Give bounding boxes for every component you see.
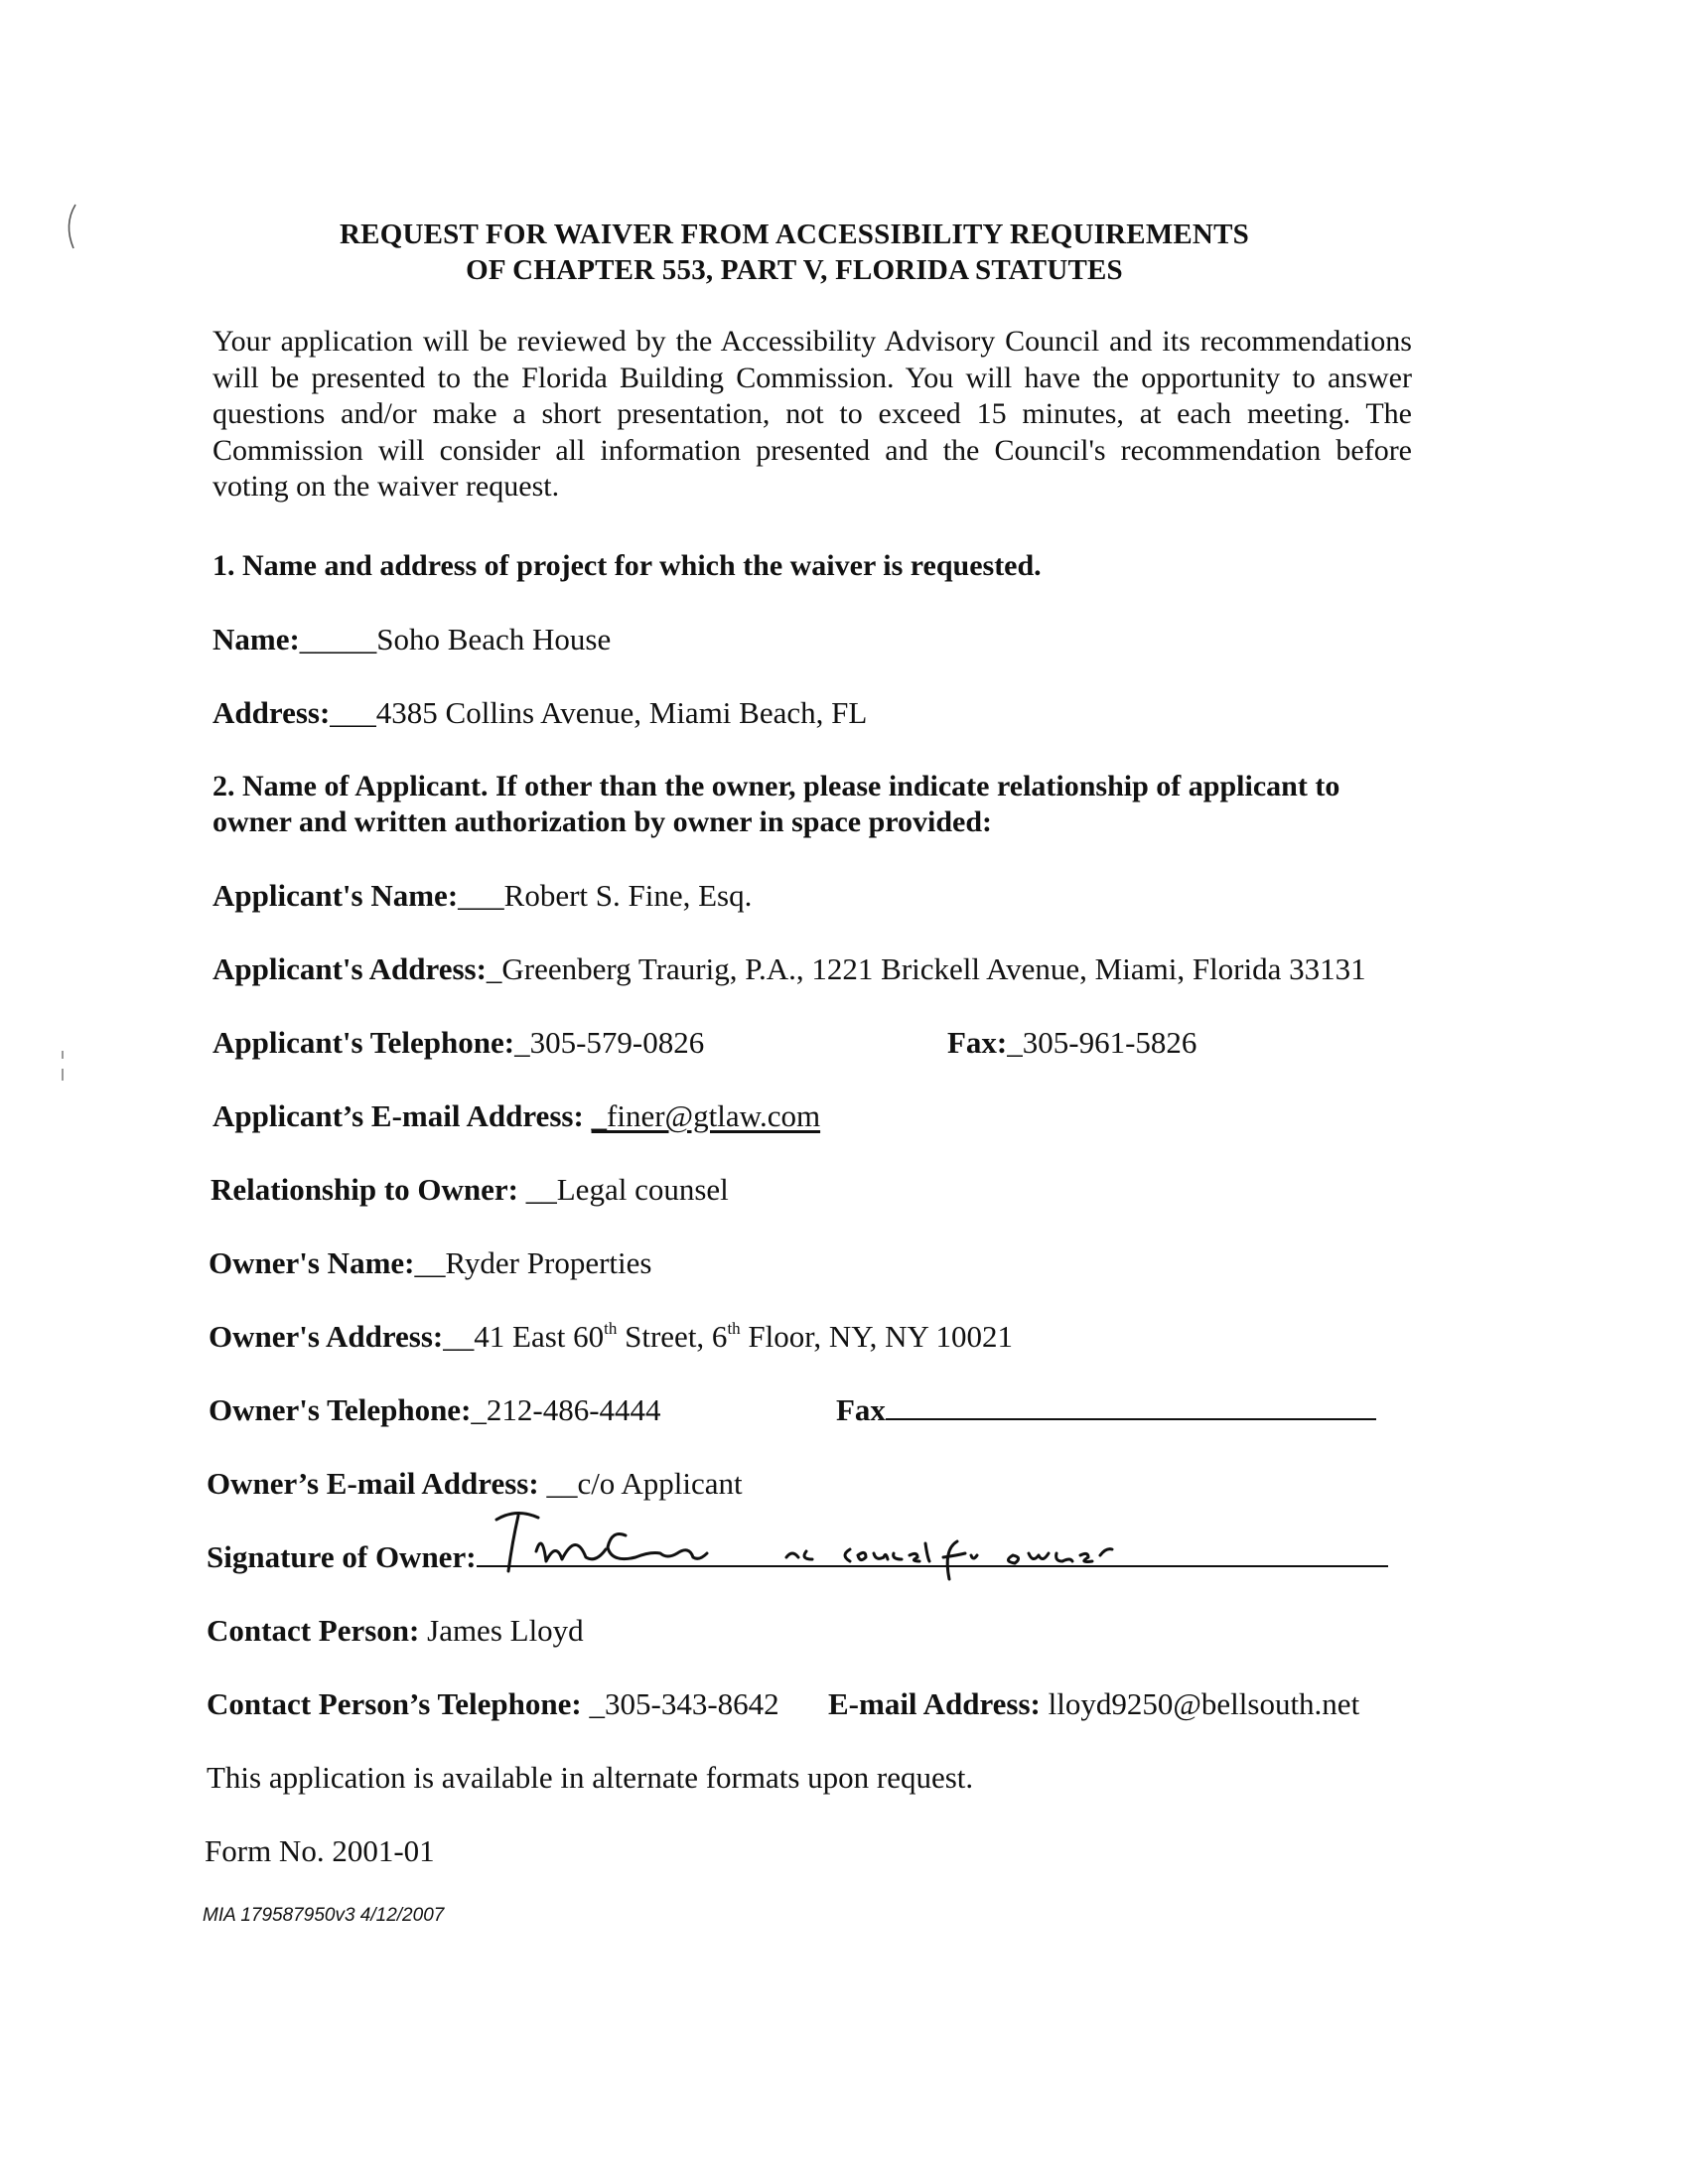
field-label: Applicant’s E-mail Address: — [212, 1098, 584, 1133]
field-value: ___Robert S. Fine, Esq. — [458, 878, 753, 913]
field-label: Fax — [836, 1392, 886, 1427]
field-value: Street, 6 — [617, 1319, 728, 1354]
field-value: James Lloyd — [427, 1613, 584, 1648]
owner-email-field — [207, 1466, 743, 1502]
project-address-field — [212, 695, 867, 731]
field-label: E-mail Address: — [828, 1686, 1041, 1721]
field-label: Applicant's Address: — [212, 951, 487, 986]
email-link[interactable]: _finer@gtlaw.com — [591, 1098, 821, 1133]
field-label: Contact Person’s Telephone: — [207, 1686, 582, 1721]
owner-address-field — [209, 1319, 1013, 1355]
contact-person-field — [207, 1613, 584, 1649]
form-title-line-1: REQUEST FOR WAIVER FROM ACCESSIBILITY REQUIREMENTS — [340, 218, 1249, 250]
form-title-line-2: OF CHAPTER 553, PART V, FLORIDA STATUTES — [466, 254, 1123, 286]
field-label: Owner's Name: — [209, 1245, 415, 1280]
field-value: __41 East 60 — [443, 1319, 605, 1354]
field-value: _305-961-5826 — [1007, 1025, 1197, 1060]
field-label: Applicant's Telephone: — [212, 1025, 515, 1060]
contact-telephone-field — [207, 1686, 779, 1722]
owner-name-field — [209, 1245, 651, 1281]
scan-mark — [60, 1051, 66, 1083]
field-value: ___4385 Collins Avenue, Miami Beach, FL — [330, 695, 868, 730]
field-label: Owner's Telephone: — [209, 1392, 472, 1427]
owner-telephone-field — [209, 1392, 661, 1428]
field-label: Relationship to Owner: — [211, 1172, 518, 1207]
ordinal-suffix: th — [604, 1319, 618, 1338]
section-2-heading-line-1: 2. Name of Applicant. If other than the owner, please indicate relationship of applicant to — [212, 770, 1340, 802]
field-label: Signature of Owner: — [207, 1539, 477, 1574]
applicant-address-field — [212, 951, 1366, 987]
owner-signature-scribble — [477, 1502, 1231, 1581]
field-label: Fax: — [947, 1025, 1008, 1060]
section-2-heading-line-2: owner and written authorization by owner in space provided: — [212, 805, 993, 838]
applicant-fax-field — [947, 1025, 1196, 1061]
field-value: _Greenberg Traurig, P.A., 1221 Brickell Avenue, Miami, Florida 33131 — [486, 951, 1366, 986]
field-value: _305-579-0826 — [514, 1025, 705, 1060]
alternate-formats-note: This application is available in alternate formats upon request. — [207, 1760, 974, 1795]
applicant-name-field — [212, 878, 752, 914]
intro-paragraph: Your application will be reviewed by the Accessibility Advisory Council and its recommendations will be presented to the Florida Building Commission. You will have the opportunity to answer questions and/or make a short presentation, not to exceed 15 minutes, at each meeting. The Commission will consider all information presented and the Council's recommendation before voting on the waiver request. — [212, 325, 1412, 503]
field-value: __Legal counsel — [525, 1172, 729, 1207]
field-value: _212-486-4444 — [471, 1392, 661, 1427]
field-value: _____Soho Beach House — [299, 622, 612, 656]
applicant-telephone-field — [212, 1025, 704, 1061]
field-value: Floor, NY, NY 10021 — [740, 1319, 1014, 1354]
field-value: lloyd9250@bellsouth.net — [1048, 1686, 1360, 1721]
section-1-heading: 1. Name and address of project for which the waiver is requested. — [212, 549, 1042, 582]
field-label: Owner’s E-mail Address: — [207, 1466, 539, 1501]
fax-blank-line — [886, 1392, 1376, 1420]
field-label: Address: — [212, 695, 331, 730]
document-id: MIA 179587950v3 4/12/2007 — [203, 1905, 445, 1926]
owner-fax-field — [836, 1392, 1376, 1428]
relationship-field — [211, 1172, 729, 1208]
applicant-email-field — [212, 1098, 820, 1134]
field-label: Owner's Address: — [209, 1319, 444, 1354]
field-label: Name: — [212, 622, 300, 656]
field-value: __c/o Applicant — [546, 1466, 743, 1501]
ordinal-suffix: th — [727, 1319, 741, 1338]
project-name-field — [212, 622, 611, 657]
field-value: _305-343-8642 — [589, 1686, 779, 1721]
form-number: Form No. 2001-01 — [205, 1833, 435, 1868]
field-value: __Ryder Properties — [414, 1245, 652, 1280]
scan-mark — [62, 203, 81, 250]
field-label: Contact Person: — [207, 1613, 420, 1648]
field-label: Applicant's Name: — [212, 878, 459, 913]
contact-email-field — [828, 1686, 1359, 1722]
